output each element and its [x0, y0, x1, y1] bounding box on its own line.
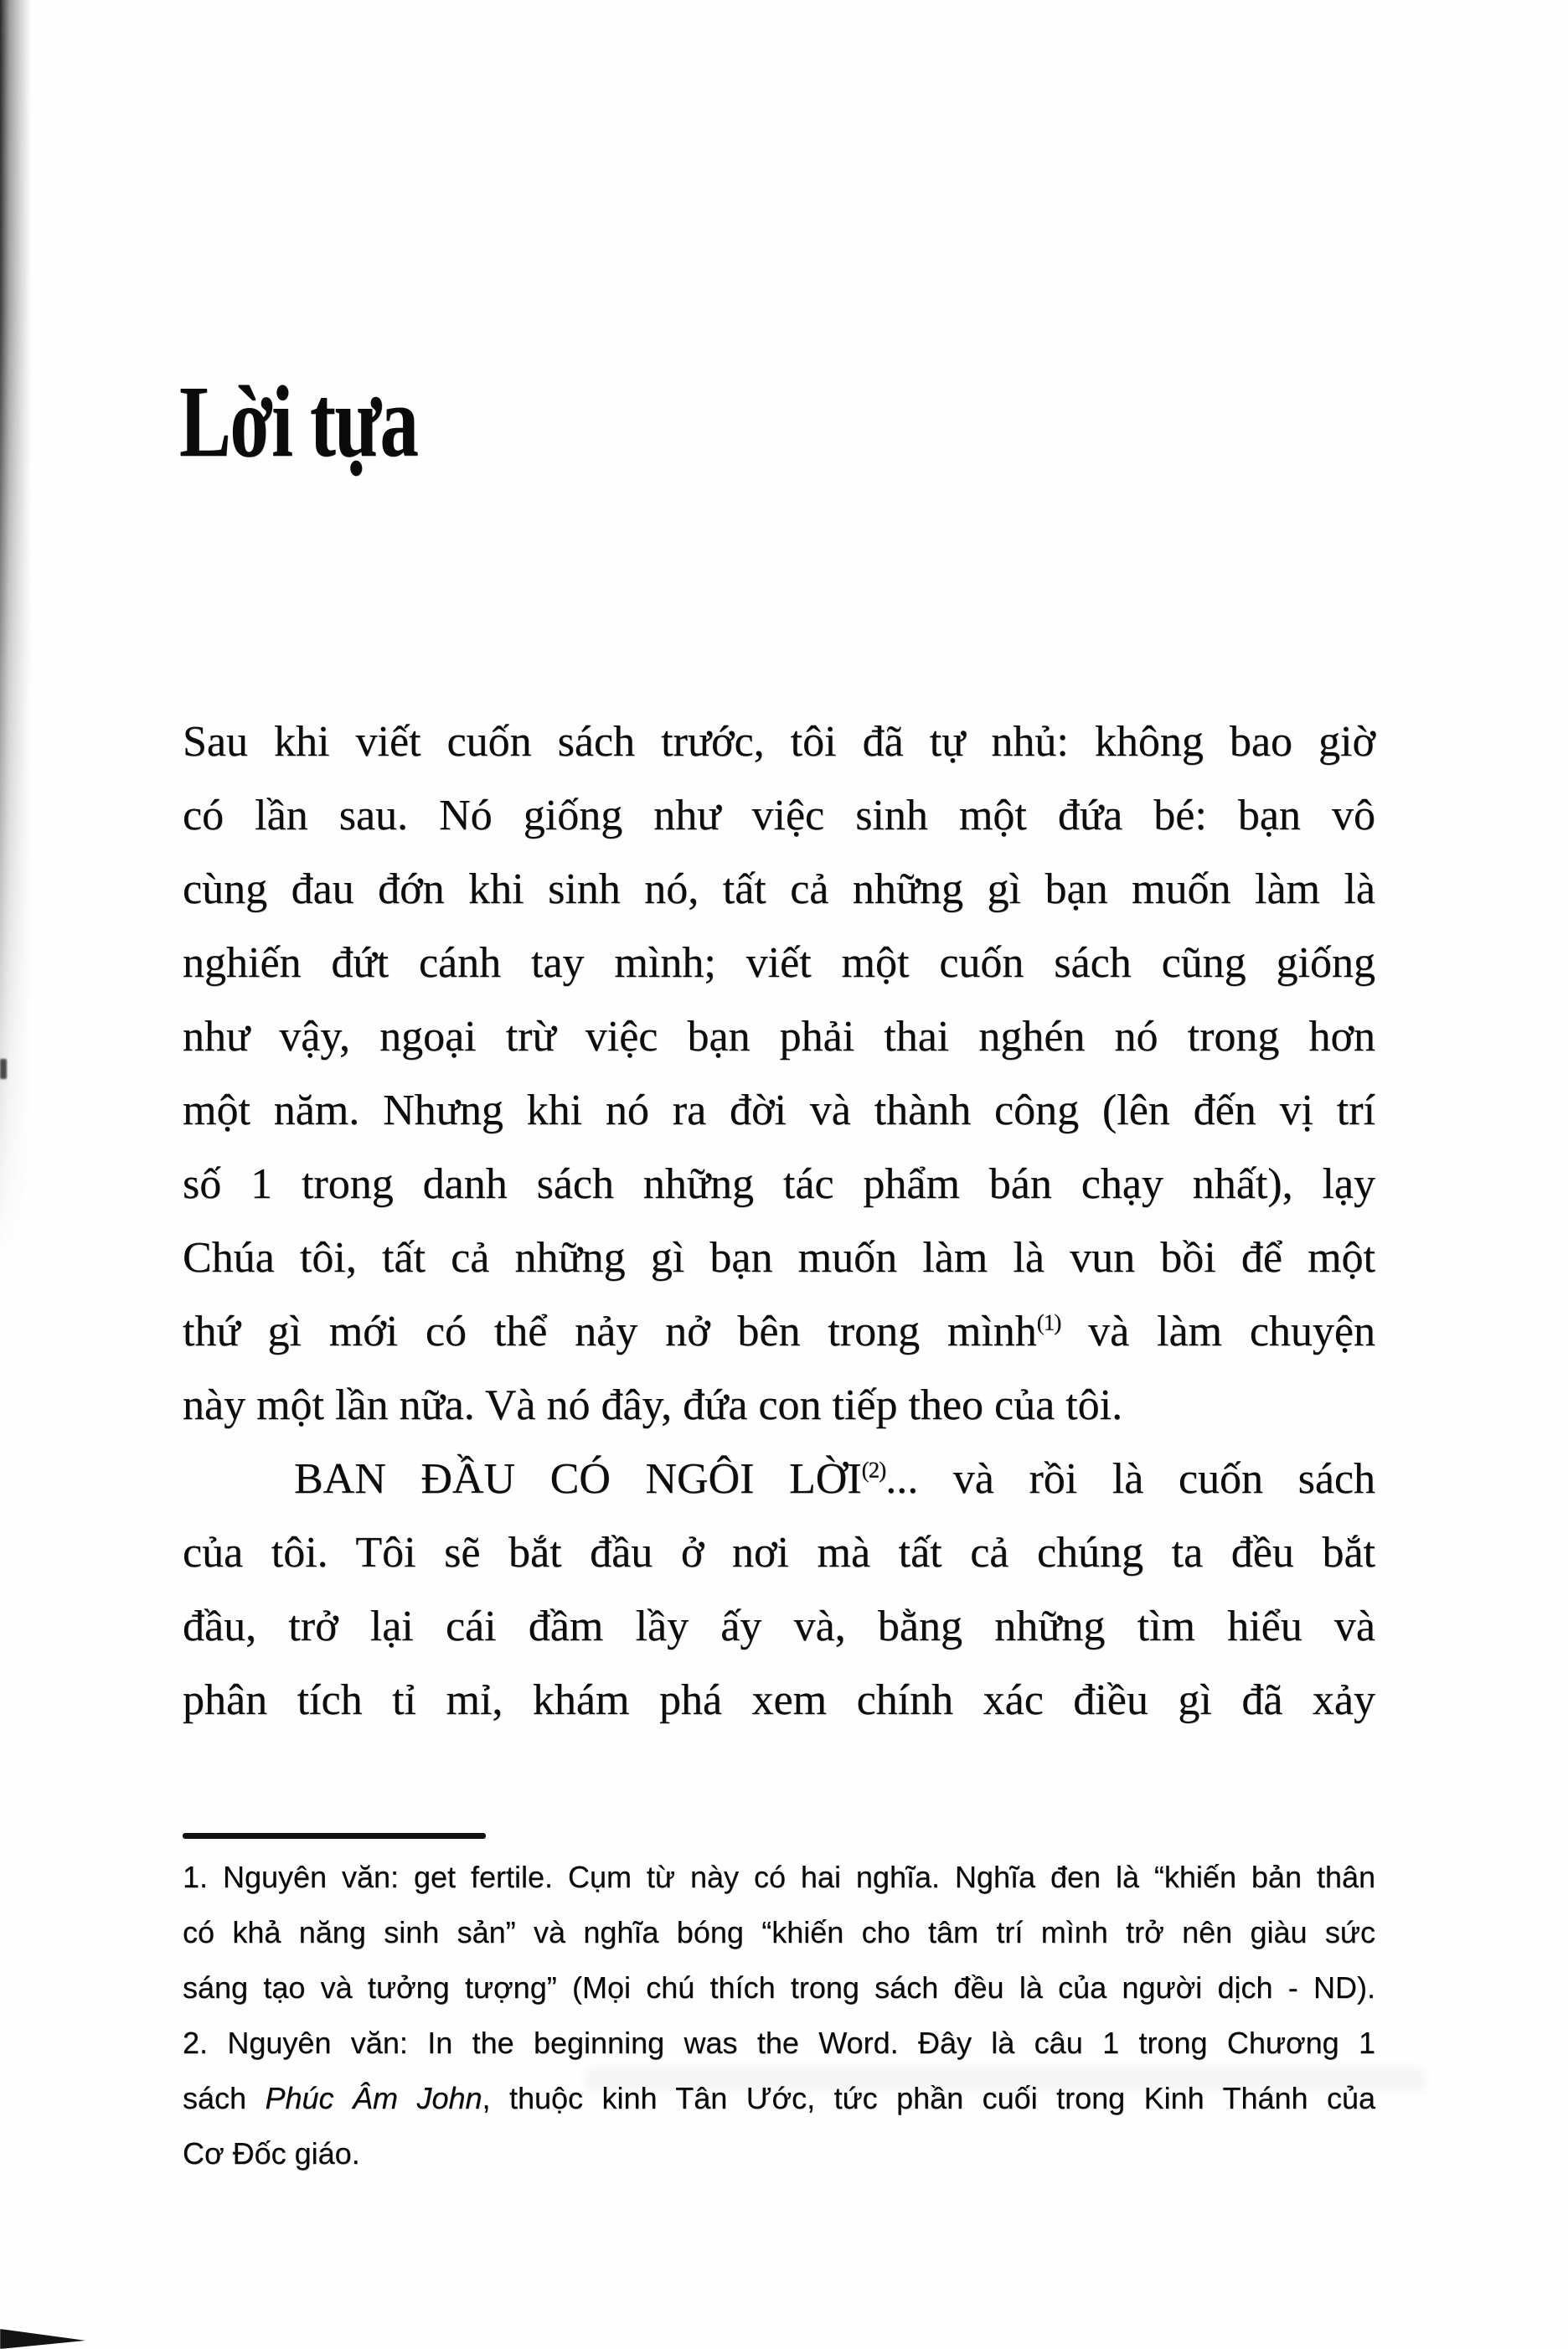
footnote-line: Cơ Đốc giáo.: [183, 2136, 360, 2171]
scan-corner-smudge: [0, 2329, 85, 2349]
footnote-ref: (1): [1036, 1309, 1061, 1335]
body-line: có lần sau. Nó giống như việc sinh một đứa bé: bạn vô: [183, 792, 1375, 839]
body-line: BAN ĐẦU CÓ NGÔI LỜI$^{(2)}$... và rồi là cuốn sách: [294, 1455, 1375, 1503]
footnote-separator: [183, 1833, 486, 1839]
body-line: nghiến đứt cánh tay mình; viết một cuốn sách cũng giống: [183, 939, 1375, 987]
body-line: số 1 trong danh sách những tác phẩm bán chạy nhất), lạy: [183, 1160, 1375, 1208]
footnotes-block: [183, 1850, 1375, 2181]
body-line: đầu, trở lại cái đầm lầy ấy và, bằng những tìm hiểu và: [183, 1603, 1375, 1650]
body-line: của tôi. Tôi sẽ bắt đầu ở nơi mà tất cả chúng ta đều bắt: [183, 1529, 1375, 1577]
body-line: Chúa tôi, tất cả những gì bạn muốn làm là vun bồi để một: [183, 1234, 1375, 1282]
footnote-line: sách Phúc Âm John, thuộc kinh Tân Ước, tức phần cuối trong Kinh Thánh của: [183, 2081, 1376, 2115]
body-line: cùng đau đớn khi sinh nó, tất cả những gì bạn muốn làm là: [183, 865, 1375, 913]
body-line: như vậy, ngoại trừ việc bạn phải thai nghén nó trong hơn: [183, 1013, 1375, 1061]
footnote-line: có khả năng sinh sản” và nghĩa bóng “khiến cho tâm trí mình trở nên giàu sức: [183, 1915, 1375, 1949]
footnote-line: 2. Nguyên văn: In the beginning was the Word. Đây là câu 1 trong Chương 1: [183, 2026, 1375, 2060]
body-line: này một lần nữa. Và nó đây, đứa con tiếp theo của tôi.: [183, 1381, 1123, 1429]
body-line: một năm. Nhưng khi nó ra đời và thành công (lên đến vị trí: [183, 1087, 1375, 1134]
body-line: Sau khi viết cuốn sách trước, tôi đã tự nhủ: không bao giờ: [183, 718, 1375, 766]
page-title: Lời tựa: [179, 365, 418, 478]
footnote-ref: (2): [861, 1457, 886, 1483]
footnote-line: 1. Nguyên văn: get fertile. Cụm từ này có hai nghĩa. Nghĩa đen là “khiến bản thân: [183, 1860, 1375, 1894]
body-line: thứ gì mới có thể nảy nở bên trong mình$^{(1)}$ và làm chuyện: [183, 1308, 1375, 1355]
body-text-block: [183, 705, 1375, 1737]
scan-edge-tick: [0, 1059, 7, 1079]
body-line: phân tích tỉ mỉ, khám phá xem chính xác điều gì đã xảy: [183, 1676, 1375, 1724]
italic-text: Phúc Âm John: [265, 2081, 482, 2115]
footnote-line: sáng tạo và tưởng tượng” (Mọi chú thích trong sách đều là của người dịch - ND).: [183, 1970, 1375, 2005]
